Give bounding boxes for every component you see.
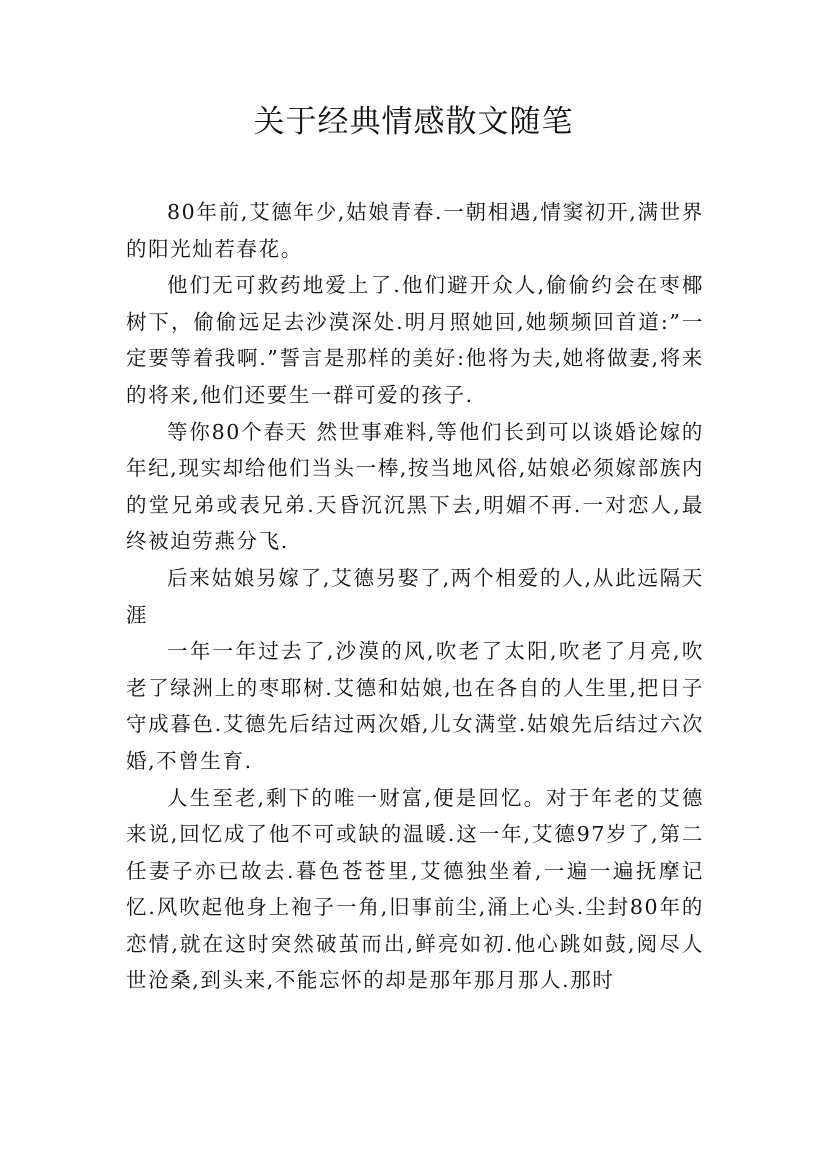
- paragraph: 人生至老,剩下的唯一财富,便是回忆。对于年老的艾德来说,回忆成了他不可或缺的温暖.这一年,艾德97岁了,第二任妻子亦已故去.暮色苍苍里,艾德独坐着,一遍一遍抚摩记忆.风吹起他身上袍子一角,旧事前尘,涌上心头.尘封80年的恋情,就在这时突然破茧而出,鲜亮如初.他心跳如鼓,阅尽人世沧桑,到头来,不能忘怀的却是那年那月那人.那时: [126, 785, 704, 993]
- paragraph: 等你80个春天 然世事难料,等他们长到可以谈婚论嫁的年纪,现实却给他们当头一棒,按当地风俗,姑娘必须嫁部族内的堂兄弟或表兄弟.天昏沉沉黑下去,明媚不再.一对恋人,最终被迫劳燕分飞.: [126, 419, 704, 554]
- article-body: [126, 194, 704, 999]
- paragraph: 80年前,艾德年少,姑娘青春.一朝相遇,情窦初开,满世界的阳光灿若春花。: [126, 200, 704, 261]
- paragraph: 他们无可救药地爱上了.他们避开众人,偷偷约会在枣椰树下，偷偷远足去沙漠深处.明月照她回,她频频回首道:”一定要等着我啊.”誓言是那样的美好:他将为夫,她将做妻,将来的将来,他们还要生一群可爱的孩子.: [126, 273, 704, 407]
- page-title: 关于经典情感散文随笔: [253, 104, 574, 140]
- paragraph: 一年一年过去了,沙漠的风,吹老了太阳,吹老了月亮,吹老了绿洲上的枣耶树.艾德和姑娘,也在各自的人生里,把日子守成暮色.艾德先后结过两次婚,儿女满堂.姑娘先后结过六次婚,不曾生育.: [126, 639, 704, 773]
- paragraph: 后来姑娘另嫁了,艾德另娶了,两个相爱的人,从此远隔天涯: [126, 565, 704, 627]
